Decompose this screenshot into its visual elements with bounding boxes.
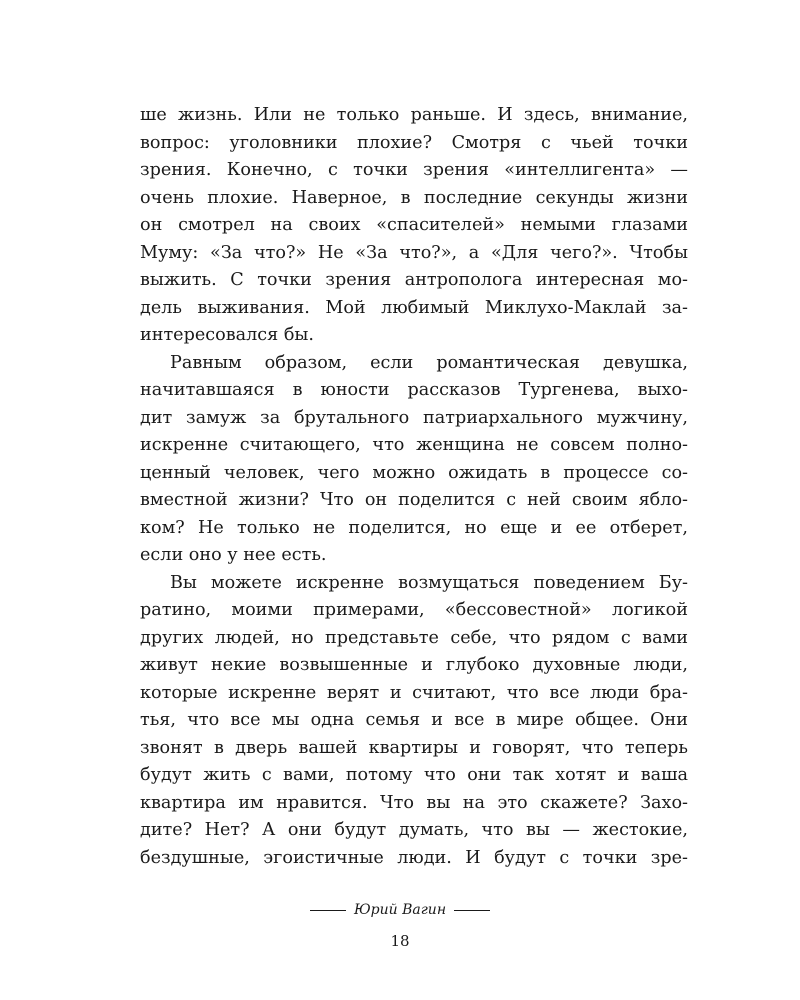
text-line: вместной жизни? Что он поделится с ней своим ябло-	[140, 490, 688, 510]
text-line: Муму: «За что?» Не «За что?», а «Для чего?». Чтобы	[140, 242, 688, 263]
text-line: Вы можете искренне возмущаться поведением Бу-	[170, 572, 688, 593]
text-line: звонят в дверь вашей квартиры и говорят, что теперь	[140, 737, 688, 758]
text-line: если оно у нее есть.	[140, 545, 327, 565]
text-line: интересовался бы.	[140, 325, 315, 345]
body-text	[140, 102, 688, 872]
footer-author: Юрий Вагин	[353, 902, 447, 918]
text-line: ценный человек, чего можно ожидать в процессе со-	[140, 462, 688, 483]
text-line: которые искренне верят и считают, что все люди бра-	[140, 682, 688, 703]
page-number: 18	[390, 932, 410, 950]
footer-rule-left	[310, 910, 346, 911]
text-line: он смотрел на своих «спасителей» немыми глазами	[140, 215, 688, 235]
text-line: дите? Нет? А они будут думать, что вы — жестокие,	[140, 820, 688, 840]
text-line: Равным образом, если романтическая девушка,	[170, 352, 688, 373]
text-line: бездушные, эгоистичные люди. И будут с точки зре-	[140, 847, 688, 868]
text-line: тья, что все мы одна семья и все в мире общее. Они	[140, 710, 688, 730]
text-line: квартира им нравится. Что вы на это скажете? Захо-	[140, 792, 688, 813]
text-line: дит замуж за брутального патриархального мужчину,	[140, 407, 688, 428]
text-line: других людей, но представьте себе, что рядом с вами	[140, 627, 688, 648]
text-line: ком? Не только не поделится, но еще и ее отберет,	[140, 517, 688, 538]
text-line: искренне считающего, что женщина не совсем полно-	[140, 435, 688, 455]
text-line: начитавшаяся в юности рассказов Тургенева, выхо-	[140, 380, 688, 400]
text-line: зрения. Конечно, с точки зрения «интеллигента» —	[140, 160, 688, 180]
text-line: ратино, моими примерами, «бессовестной» логикой	[140, 600, 688, 620]
text-line: вопрос: уголовники плохие? Смотря с чьей точки	[140, 132, 688, 153]
text-line: живут некие возвышенные и глубоко духовные люди,	[140, 655, 688, 675]
text-line: очень плохие. Наверное, в последние секунды жизни	[140, 187, 688, 208]
footer-rule-right	[454, 910, 490, 911]
text-line: выжить. С точки зрения антрополога интересная мо-	[140, 270, 688, 290]
text-line: ше жизнь. Или не только раньше. И здесь, внимание,	[140, 105, 688, 125]
running-footer	[0, 902, 800, 918]
text-line: дель выживания. Мой любимый Миклухо-Маклай за-	[140, 297, 688, 318]
text-line: будут жить с вами, потому что они так хотят и ваша	[140, 765, 688, 785]
